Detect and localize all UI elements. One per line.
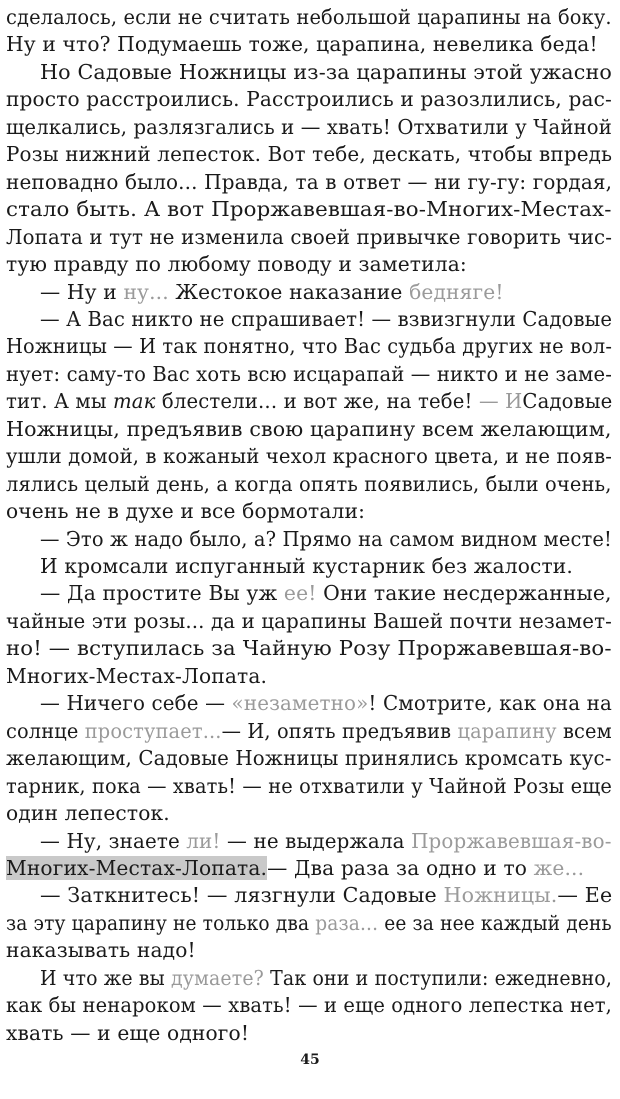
text-segment: думаете? (171, 965, 264, 990)
text-segment: — Ее (557, 883, 613, 908)
text-segment: — А Вас никто не спрашивает! — взвизгнули Садовые (40, 306, 613, 331)
text-line (6, 771, 612, 801)
text-segment: — И, опять предъявив (221, 718, 458, 743)
text-segment: И кромсали испуганный кустарник без жалости. (40, 554, 573, 578)
text-segment: ! Смотрите, как она на (368, 691, 612, 716)
text-segment: блестели... и вот же, на тебе! (155, 389, 479, 414)
text-segment: Ножницы. (443, 883, 558, 908)
text-segment: лялись целый день, а когда опять появились, были очень, (6, 471, 612, 496)
text-line (6, 331, 612, 361)
text-segment: бедняге! (409, 279, 504, 304)
text-segment: — Заткнитесь! — лязгнули Садовые (40, 883, 444, 908)
page-number: 45 (300, 1052, 320, 1068)
text-line (6, 167, 612, 197)
text-line (6, 1018, 249, 1048)
text-line (6, 661, 267, 691)
text-segment: просто расстроились. Расстроились и разозлились, рас- (6, 87, 612, 112)
text-line (6, 359, 612, 389)
text-segment: Садовые (522, 389, 613, 414)
text-segment: всем (556, 718, 612, 743)
text-line (40, 277, 504, 307)
text-segment: за эту царапину не только два (6, 910, 316, 935)
text-segment: проступает... (84, 718, 222, 743)
text-line (40, 578, 612, 608)
text-line (40, 304, 612, 334)
text-segment: тарник, пока — хвать! — не отхватили у Чайной Розы еще (6, 773, 612, 798)
text-line (6, 716, 612, 746)
text-segment: щелкались, разлязгались и — хвать! Отхватили у Чайной (6, 114, 612, 139)
text-segment: солнце (6, 718, 85, 743)
text-line (6, 908, 612, 938)
text-segment: раза... (315, 910, 379, 935)
text-segment: хвать — и еще одного! (6, 1020, 250, 1045)
text-line (6, 112, 612, 142)
text-line (6, 194, 612, 224)
text-segment: нует: саму-то Вас хоть всю исцарапай — никто и не заме- (6, 361, 612, 386)
text-line (6, 798, 170, 828)
text-segment: наказывать надо! (6, 938, 196, 963)
text-segment: — И (478, 389, 523, 414)
text-segment: но! — вступилась за Чайную Розу Проржавевшая-во- (6, 636, 612, 661)
text-segment: Многих-Местах-Лопата. (6, 663, 268, 688)
text-line (6, 386, 612, 416)
text-segment: Жестокое наказание (168, 279, 410, 304)
text-segment: Но Садовые Ножницы из-за царапины этой ужасно (40, 59, 612, 84)
text-segment: — Два раза за одно и то (267, 855, 534, 880)
text-segment: стало быть. А вот Проржавевшая-во-Многих-Местах- (6, 197, 612, 222)
text-line (6, 29, 598, 59)
text-segment: ушли домой, в кожаный чехол красного цвета, и не появ- (6, 444, 612, 469)
text-segment: Они такие несдержанные, (316, 581, 612, 606)
text-line (6, 2, 612, 32)
text-segment: «незаметно» (231, 691, 369, 716)
text-line (6, 414, 612, 444)
text-segment: желающим, Садовые Ножницы принялись кромсать кус- (6, 746, 612, 771)
text-segment: один лепесток. (6, 801, 170, 826)
text-segment: — Это ж надо было, а? Прямо на самом видном месте! (40, 526, 613, 551)
text-line (40, 524, 612, 554)
text-segment: — Ничего себе — (40, 691, 232, 716)
text-segment: сделалось, если не считать небольшой царапины на боку. (6, 5, 612, 29)
text-segment: Ножницы, предъявив свою царапину всем желающим, (6, 416, 612, 441)
text-line (6, 441, 612, 471)
text-line (40, 963, 612, 993)
text-segment: Розы нижний лепесток. Вот тебе, дескать, чтобы впредь (6, 142, 613, 167)
text-line (6, 606, 612, 636)
text-line (6, 84, 612, 114)
text-line (6, 743, 612, 773)
text-segment: ее! (283, 581, 317, 606)
text-segment: — Ну, знаете (40, 828, 187, 853)
text-line (6, 935, 196, 965)
text-segment: ли! (186, 828, 221, 853)
text-line (6, 853, 584, 883)
text-segment: царапину (457, 718, 557, 743)
text-segment: — Да простите Вы уж (40, 581, 284, 606)
text-segment: Многих-Местах-Лопата. (6, 855, 268, 880)
text-line (6, 496, 365, 526)
text-line (6, 990, 612, 1020)
text-segment: очень не в духе и все бормотали: (6, 499, 366, 524)
text-segment: так (113, 389, 156, 414)
text-line (6, 222, 612, 252)
text-segment: неповадно было... Правда, та в ответ — ни гу-гу: гордая, (6, 169, 613, 194)
text-line (40, 826, 612, 856)
text-line (40, 688, 612, 718)
text-segment: Так они и поступили: ежедневно, (263, 965, 613, 990)
text-segment: — Ну и (40, 279, 124, 304)
text-segment: ее за нее каждый день (378, 910, 612, 935)
text-segment: — не выдержала (220, 828, 412, 853)
text-line (40, 551, 573, 581)
text-line (6, 249, 467, 279)
text-segment: же... (533, 855, 585, 880)
text-segment: как бы ненароком — хвать! — и еще одного лепестка нет, (6, 993, 612, 1018)
text-segment: Проржавевшая-во- (411, 828, 612, 853)
text-segment: ну... (123, 279, 169, 304)
text-line (6, 633, 612, 663)
text-segment: Ну и что? Подумаешь тоже, царапина, невелика беда! (6, 32, 598, 57)
text-segment: чайные эти розы... да и царапины Вашей почти незамет- (6, 608, 612, 633)
text-segment: И что же вы (40, 965, 172, 990)
text-line (6, 469, 612, 499)
text-line (40, 880, 612, 910)
text-line (40, 57, 612, 87)
text-segment: тую правду по любому поводу и заметила: (6, 252, 467, 277)
text-segment: тит. А мы (6, 389, 114, 414)
text-segment: Лопата и тут не изменила своей привычке говорить чис- (6, 224, 613, 249)
text-line (6, 139, 612, 169)
text-segment: Ножницы — И так понятно, что Вас судьба других не вол- (6, 334, 613, 359)
